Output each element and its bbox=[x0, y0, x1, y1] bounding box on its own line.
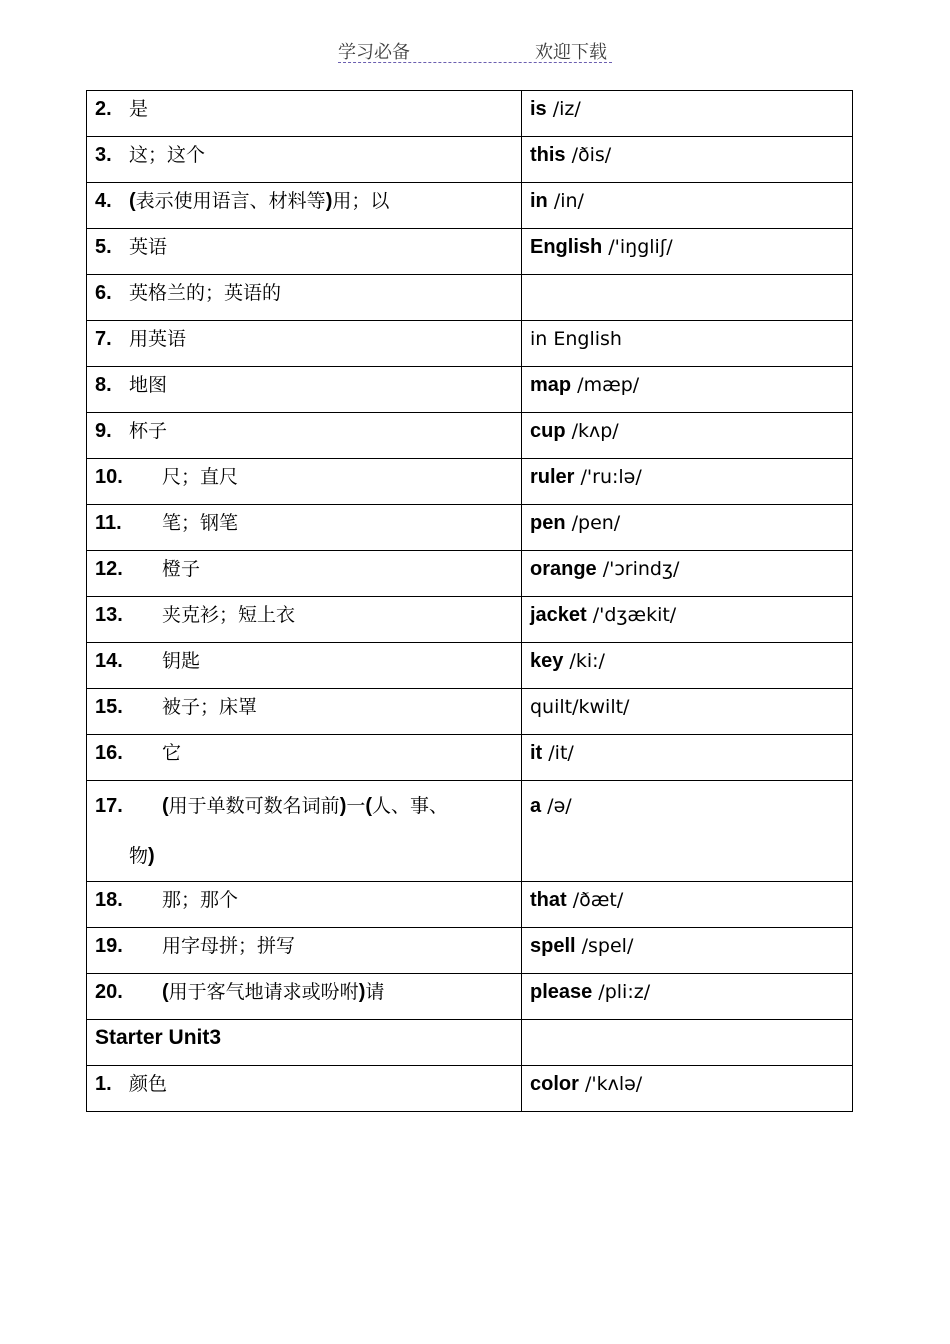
chinese-cell bbox=[87, 781, 522, 882]
chinese-cell bbox=[87, 551, 522, 597]
header-right-text: 欢迎下载 bbox=[535, 42, 607, 63]
paren-open-2: ( bbox=[365, 795, 373, 817]
english-cell bbox=[522, 459, 853, 505]
paren-close: ) bbox=[339, 795, 347, 817]
section-title-cell bbox=[87, 1020, 522, 1066]
phonetic: /'iŋgliʃ/ bbox=[602, 236, 673, 258]
english-word: pen bbox=[530, 512, 566, 534]
phonetic: /ki:/ bbox=[563, 650, 605, 672]
item-number: 11. bbox=[95, 512, 122, 534]
chinese-cell bbox=[87, 137, 522, 183]
phonetic: /pli:z/ bbox=[592, 981, 651, 1003]
chinese-cell bbox=[87, 1066, 522, 1112]
chinese-meaning: 表示使用语言、材料等 bbox=[135, 190, 326, 212]
english-cell bbox=[522, 974, 853, 1020]
table-row bbox=[87, 459, 853, 505]
chinese-cell bbox=[87, 413, 522, 459]
english-word: is bbox=[530, 98, 547, 120]
section-empty-cell bbox=[522, 1020, 853, 1066]
section-title: Starter Unit3 bbox=[95, 1026, 222, 1049]
phonetic: /iz/ bbox=[546, 98, 581, 120]
table-row bbox=[87, 137, 853, 183]
chinese-cell bbox=[87, 974, 522, 1020]
paren-open: ( bbox=[162, 795, 169, 817]
item-number: 5. bbox=[95, 236, 112, 258]
chinese-meaning: 地图 bbox=[129, 374, 168, 396]
item-number: 9. bbox=[95, 420, 112, 442]
vocabulary-table bbox=[86, 90, 853, 1112]
english-word: orange bbox=[530, 558, 597, 580]
table-row bbox=[87, 229, 853, 275]
item-number: 16. bbox=[95, 742, 123, 764]
chinese-meaning: 用字母拼；拼写 bbox=[162, 935, 296, 957]
table-row bbox=[87, 882, 853, 928]
english-cell bbox=[522, 183, 853, 229]
item-number: 17. bbox=[95, 795, 123, 817]
phonetic: /kʌp/ bbox=[565, 420, 619, 442]
english-cell bbox=[522, 505, 853, 551]
item-number: 15. bbox=[95, 696, 123, 718]
table-row bbox=[87, 413, 853, 459]
table-row bbox=[87, 505, 853, 551]
english-word: color bbox=[530, 1073, 579, 1095]
item-number: 20. bbox=[95, 981, 123, 1003]
table-row bbox=[87, 1066, 853, 1112]
english-word: that bbox=[530, 889, 567, 911]
english-cell bbox=[522, 689, 853, 735]
english-word: this bbox=[530, 144, 566, 166]
chinese-meaning: 杯子 bbox=[129, 420, 168, 442]
table-row bbox=[87, 91, 853, 137]
item-number: 7. bbox=[95, 328, 112, 350]
english-cell bbox=[522, 882, 853, 928]
chinese-meaning: 尺；直尺 bbox=[162, 466, 239, 488]
chinese-meaning: 那；那个 bbox=[162, 889, 239, 911]
english-word: please bbox=[530, 981, 593, 1003]
table-row bbox=[87, 367, 853, 413]
chinese-cell bbox=[87, 459, 522, 505]
table-row bbox=[87, 781, 853, 882]
chinese-meaning: 夹克衫；短上衣 bbox=[162, 604, 296, 626]
chinese-cell bbox=[87, 597, 522, 643]
english-word: jacket bbox=[530, 604, 587, 626]
table-row bbox=[87, 183, 853, 229]
phonetic: /'kʌlə/ bbox=[578, 1073, 643, 1095]
header-left-text: 学习必备 bbox=[338, 42, 410, 63]
chinese-meaning: 英语 bbox=[129, 236, 168, 258]
chinese-meaning-2: 人、事、 bbox=[372, 795, 449, 817]
phonetic: /ðis/ bbox=[565, 144, 612, 166]
table-row bbox=[87, 974, 853, 1020]
chinese-cell bbox=[87, 275, 522, 321]
english-word: key bbox=[530, 650, 564, 672]
english-word: ruler bbox=[530, 466, 575, 488]
english-cell bbox=[522, 781, 853, 882]
paren-close: ) bbox=[325, 190, 333, 212]
item-number: 18. bbox=[95, 889, 123, 911]
table-row bbox=[87, 597, 853, 643]
chinese-cell bbox=[87, 505, 522, 551]
paren-close: ) bbox=[358, 981, 366, 1003]
chinese-cell bbox=[87, 321, 522, 367]
chinese-meaning-after: 用；以 bbox=[332, 190, 390, 212]
chinese-meaning: 是 bbox=[129, 98, 149, 120]
paren-open: ( bbox=[162, 981, 169, 1003]
phonetic: /'dʒækit/ bbox=[586, 604, 677, 626]
phonetic: /it/ bbox=[542, 742, 574, 764]
english-cell bbox=[522, 735, 853, 781]
english-word: spell bbox=[530, 935, 576, 957]
table-row bbox=[87, 928, 853, 974]
english-cell bbox=[522, 643, 853, 689]
chinese-meaning: 颜色 bbox=[129, 1073, 168, 1095]
phonetic: /spel/ bbox=[575, 935, 634, 957]
english-cell bbox=[522, 597, 853, 643]
phonetic: /'ru:lə/ bbox=[574, 466, 642, 488]
item-number: 2. bbox=[95, 98, 112, 120]
item-number: 4. bbox=[95, 190, 112, 212]
english-cell bbox=[522, 928, 853, 974]
item-number: 13. bbox=[95, 604, 123, 626]
chinese-cell bbox=[87, 735, 522, 781]
chinese-meaning: 被子；床罩 bbox=[162, 696, 258, 718]
table-row bbox=[87, 689, 853, 735]
table-row bbox=[87, 275, 853, 321]
item-number: 6. bbox=[95, 282, 112, 304]
phonetic: /ə/ bbox=[541, 795, 572, 817]
chinese-cell bbox=[87, 882, 522, 928]
chinese-meaning-after: 一 bbox=[346, 795, 366, 817]
english-cell bbox=[522, 137, 853, 183]
chinese-meaning-after: 请 bbox=[365, 981, 385, 1003]
table-row bbox=[87, 735, 853, 781]
chinese-meaning: 用于客气地请求或吩咐 bbox=[168, 981, 359, 1003]
chinese-meaning: 这；这个 bbox=[129, 144, 206, 166]
chinese-cell bbox=[87, 229, 522, 275]
phonetic: /pen/ bbox=[565, 512, 621, 534]
chinese-cell bbox=[87, 91, 522, 137]
chinese-cell bbox=[87, 928, 522, 974]
item-number: 14. bbox=[95, 650, 123, 672]
chinese-meaning: 橙子 bbox=[162, 558, 201, 580]
chinese-cell bbox=[87, 367, 522, 413]
item-number: 19. bbox=[95, 935, 123, 957]
chinese-meaning-3: 物 bbox=[129, 845, 149, 867]
chinese-cell bbox=[87, 183, 522, 229]
english-cell bbox=[522, 91, 853, 137]
page-header bbox=[338, 38, 612, 63]
chinese-cell bbox=[87, 689, 522, 735]
chinese-meaning: 钥匙 bbox=[162, 650, 201, 672]
phonetic: /in/ bbox=[547, 190, 584, 212]
chinese-meaning: 用英语 bbox=[129, 328, 187, 350]
chinese-cell bbox=[87, 643, 522, 689]
english-word: cup bbox=[530, 420, 566, 442]
table-row bbox=[87, 643, 853, 689]
english-cell bbox=[522, 551, 853, 597]
english-word: in bbox=[530, 190, 548, 212]
chinese-meaning: 英格兰的；英语的 bbox=[129, 282, 282, 304]
section-row bbox=[87, 1020, 853, 1066]
phonetic: /mæp/ bbox=[571, 374, 640, 396]
english-word: a bbox=[530, 795, 542, 817]
item-number: 1. bbox=[95, 1073, 112, 1095]
english-cell bbox=[522, 413, 853, 459]
table-row bbox=[87, 321, 853, 367]
table-row bbox=[87, 551, 853, 597]
english-phrase: quilt/kwilt/ bbox=[530, 696, 630, 718]
item-number: 10. bbox=[95, 466, 123, 488]
chinese-meaning: 用于单数可数名词前 bbox=[168, 795, 340, 817]
english-cell-empty bbox=[522, 275, 853, 321]
paren-close-2: ) bbox=[148, 845, 155, 867]
chinese-meaning: 笔；钢笔 bbox=[162, 512, 239, 534]
phonetic: /'ɔrindʒ/ bbox=[596, 558, 680, 580]
phonetic: /ðæt/ bbox=[566, 889, 624, 911]
english-cell bbox=[522, 1066, 853, 1112]
english-word: it bbox=[530, 742, 543, 764]
paren-open: ( bbox=[129, 190, 136, 212]
english-word: map bbox=[530, 374, 572, 396]
item-number: 3. bbox=[95, 144, 112, 166]
english-cell bbox=[522, 321, 853, 367]
english-word: English bbox=[530, 236, 603, 258]
english-cell bbox=[522, 229, 853, 275]
chinese-meaning: 它 bbox=[162, 742, 182, 764]
item-number: 8. bbox=[95, 374, 112, 396]
english-phrase: in English bbox=[530, 328, 622, 350]
english-cell bbox=[522, 367, 853, 413]
item-number: 12. bbox=[95, 558, 123, 580]
